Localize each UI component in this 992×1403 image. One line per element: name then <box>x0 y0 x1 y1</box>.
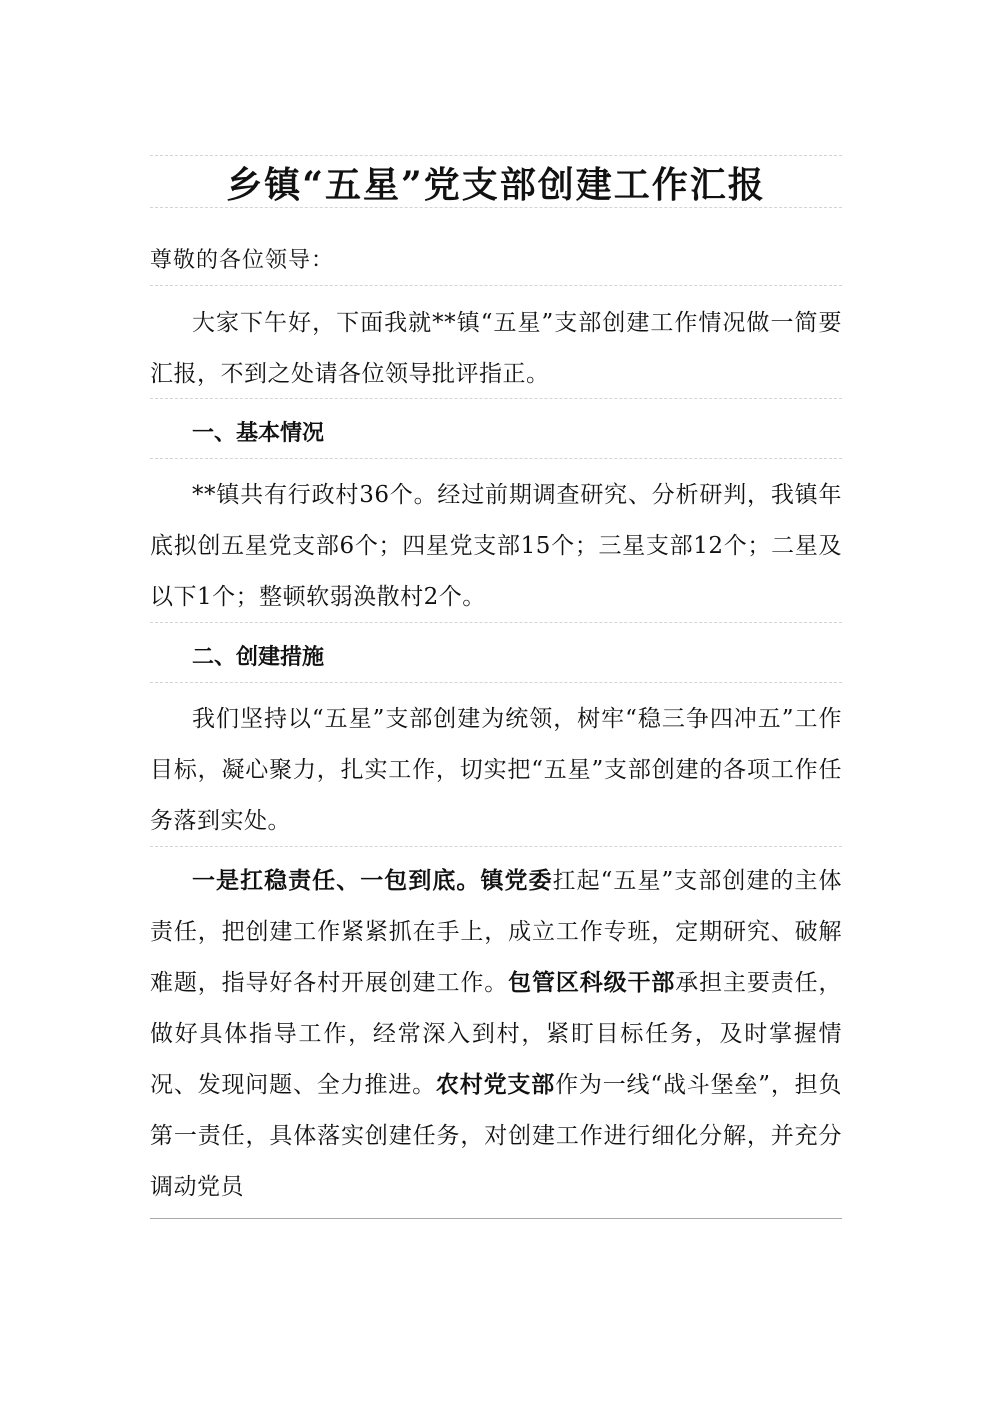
divider <box>150 398 842 399</box>
point1-cadres: 包管区科级干部 <box>508 970 676 996</box>
page-bottom-rule <box>150 1218 842 1219</box>
basic-situation-paragraph: **镇共有行政村36个。经过前期调查研究、分析研判，我镇年底拟创五星党支部6个；四星党支部15个；三星支部12个；二星及以下1个；整顿软弱涣散村2个。 <box>150 482 842 610</box>
intro-paragraph: 大家下午好，下面我就**镇“五星”支部创建工作情况做一简要汇报，不到之处请各位领导批评指正。 <box>150 310 842 387</box>
divider <box>150 846 842 847</box>
point1-paragraph <box>150 856 842 1213</box>
divider <box>150 458 842 459</box>
point1-branch: 农村党支部 <box>435 1072 556 1098</box>
document-page <box>150 0 842 1403</box>
measures-paragraph: 我们坚持以“五星”支部创建为统领，树牢“稳三争四冲五”工作目标，凝心聚力，扎实工作，切实把“五星”支部创建的各项工作任务落到实处。 <box>150 706 842 834</box>
divider <box>150 155 842 156</box>
point1-lead: 一是扛稳责任、一包到底。 <box>192 868 481 894</box>
point1-party-committee: 镇党委 <box>480 868 553 894</box>
point1-text2: 承担主要责任，做好具体指导工作，经常深入到村，紧盯目标任务，及时掌握情况、发现问题、全力推进。 <box>150 970 842 1098</box>
divider <box>150 207 842 208</box>
divider <box>150 285 842 286</box>
divider <box>150 622 842 623</box>
point1-text1: 扛起“五星”支部创建的主体责任，把创建工作紧紧抓在手上，成立工作专班，定期研究、破解难题，指导好各村开展创建工作。 <box>150 868 842 996</box>
point1-text3: 作为一线“战斗堡垒”，担负第一责任，具体落实创建任务，对创建工作进行细化分解，并充分调动党员 <box>150 1072 842 1200</box>
salutation: 尊敬的各位领导： <box>150 248 335 273</box>
section-heading-measures: 二、创建措施 <box>192 645 325 670</box>
divider <box>150 682 842 683</box>
page-title: 乡镇“五星”党支部创建工作汇报 <box>226 164 766 206</box>
section-heading-basic: 一、基本情况 <box>192 421 325 446</box>
